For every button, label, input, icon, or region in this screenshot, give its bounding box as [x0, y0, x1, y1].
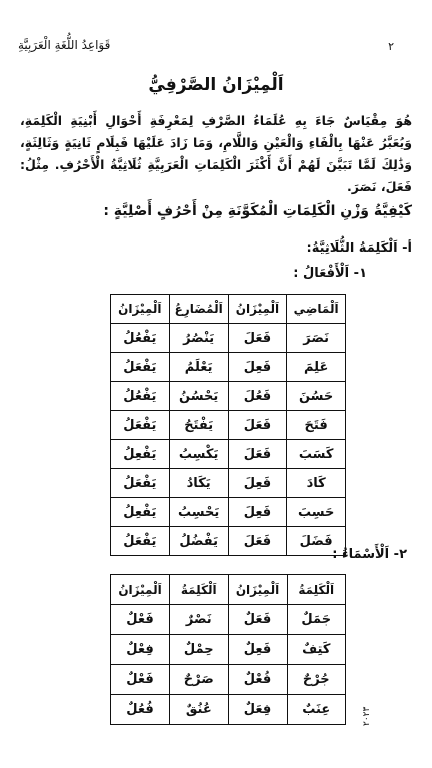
table-cell: صَرْحٌ	[170, 665, 229, 695]
table-cell: فَعْلٌ	[111, 605, 170, 635]
table-cell: فَعَلَ	[228, 527, 287, 556]
table-cell: يَفْضُلُ	[169, 527, 228, 556]
method-subheading: كَيْفِيَّةُ وَزْنِ الْكَلِمَاتِ الْمُكَوَّنَةِ مِنْ أَحْرُفٍ أَصْلِيَّةٍ :	[103, 203, 412, 219]
table-cell: حِمْلٌ	[170, 635, 229, 665]
table-cell: يَفْعِلُ	[111, 440, 170, 469]
column-header: اَلْمَاضِي	[287, 295, 346, 324]
table-cell: نَصَرَ	[287, 324, 346, 353]
table-cell: جُرْحٌ	[287, 665, 346, 695]
table-row	[111, 605, 346, 635]
table-cell: فُعْلٌ	[228, 665, 287, 695]
table-cell: حَسُنَ	[287, 382, 346, 411]
table-cell: يَفْعَلُ	[111, 353, 170, 382]
page-number: ٢	[388, 40, 394, 53]
table-cell: فَعُلَ	[228, 382, 287, 411]
table-cell: فَعْلٌ	[111, 665, 170, 695]
table-row	[111, 527, 346, 556]
column-header: اَلْمِيْزَانُ	[111, 295, 170, 324]
table-row	[111, 440, 346, 469]
table-cell: يَفْعَلُ	[111, 527, 170, 556]
table-cell: كَتِفٌ	[287, 635, 346, 665]
table-cell: فَتَحَ	[287, 411, 346, 440]
side-year-mark: ٢٠٢٣	[362, 706, 372, 726]
section-nouns-heading: ٢- اَلْأَسْمَاءُ :	[332, 547, 407, 562]
section-trilateral-heading: أ- اَلْكَلِمَةُ الثُّلَاثِيَّةُ:	[306, 241, 412, 256]
table-cell: نَصْرٌ	[170, 605, 229, 635]
table-cell: عِنَبٌ	[287, 695, 346, 725]
verbs-table	[110, 294, 346, 556]
table-cell: جَمَلٌ	[287, 605, 346, 635]
table-cell: كَسَبَ	[287, 440, 346, 469]
column-header: اَلْمِيْزَانُ	[228, 575, 287, 605]
page-title: اَلْمِيْزَانُ الصَّرْفِيُّ	[148, 75, 284, 95]
table-cell: يَحْسُنُ	[169, 382, 228, 411]
table-cell: يَحْسِبُ	[169, 498, 228, 527]
table-cell: فِعَلٌ	[228, 695, 287, 725]
column-header: اَلْمِيْزَانُ	[111, 575, 170, 605]
table-cell: يَفْتَحُ	[169, 411, 228, 440]
table-cell: عُنُقٌ	[170, 695, 229, 725]
table-cell: يَكَادُ	[169, 469, 228, 498]
table-cell: حَسِبَ	[287, 498, 346, 527]
table-cell: عَلِمَ	[287, 353, 346, 382]
table-cell: يَنْصُرُ	[169, 324, 228, 353]
table-cell: كَادَ	[287, 469, 346, 498]
table-row	[111, 635, 346, 665]
nouns-table-header-row	[111, 575, 346, 605]
table-cell: يَفْعِلُ	[111, 498, 170, 527]
column-header: اَلْكَلِمَةُ	[170, 575, 229, 605]
table-cell: فَعِلٌ	[228, 635, 287, 665]
table-cell: يَفْعُلُ	[111, 382, 170, 411]
table-cell: فَعَلٌ	[228, 605, 287, 635]
table-row	[111, 382, 346, 411]
table-row	[111, 411, 346, 440]
table-cell: يَفْعَلُ	[111, 411, 170, 440]
nouns-table	[110, 574, 346, 725]
column-header: اَلْمُضَارِعُ	[169, 295, 228, 324]
table-cell: فُعُلٌ	[111, 695, 170, 725]
table-cell: يَعْلَمُ	[169, 353, 228, 382]
column-header: اَلْكَلِمَةُ	[287, 575, 346, 605]
table-cell: يَفْعُلُ	[111, 324, 170, 353]
table-cell: يَكْسِبُ	[169, 440, 228, 469]
table-cell: فَعَلَ	[228, 440, 287, 469]
table-row	[111, 665, 346, 695]
table-row	[111, 498, 346, 527]
table-row	[111, 469, 346, 498]
verbs-table-header-row	[111, 295, 346, 324]
table-row	[111, 353, 346, 382]
intro-paragraph: هُوَ مِقْيَاسٌ جَاءَ بِهِ عُلَمَاءُ الصَّرْفِ لِمَعْرِفَةِ أَحْوَالِ أَبْنِيَةِ الْكَلِمَةِ، وَيُعَبَّرُ عَنْهَا بِالْفَاءِ وَالْعَيْنِ وَاللَّامِ، وَمَا زَادَ عَلَيْهَا فَبِلَامٍ ثَانِيَةٍ وَثَالِثَةٍ، وَذَٰلِكَ لَمَّا تَبَيَّنَ لَهُمْ أَنَّ أَكْثَرَ الْكَلِمَاتِ الْعَرَبِيَّةِ ثُلَاثِيَّةُ الْأَحْرُفِ. مِثْلُ: فَعَلَ، نَصَرَ.	[20, 113, 412, 194]
table-cell: فِعْلٌ	[111, 635, 170, 665]
section-verbs-heading: ١- اَلْأَفْعَالُ :	[293, 266, 367, 281]
running-header-title: قَوَاعِدُ اللُّغَةِ الْعَرَبِيَّةِ	[18, 38, 111, 52]
table-cell: فَعِلَ	[228, 469, 287, 498]
table-row	[111, 324, 346, 353]
table-cell: فَضَلَ	[287, 527, 346, 556]
table-cell: فَعَلَ	[228, 411, 287, 440]
table-row	[111, 695, 346, 725]
table-cell: فَعَلَ	[228, 324, 287, 353]
table-cell: يَفْعَلُ	[111, 469, 170, 498]
column-header: اَلْمِيْزَانُ	[228, 295, 287, 324]
table-cell: فَعِلَ	[228, 353, 287, 382]
table-cell: فَعِلَ	[228, 498, 287, 527]
